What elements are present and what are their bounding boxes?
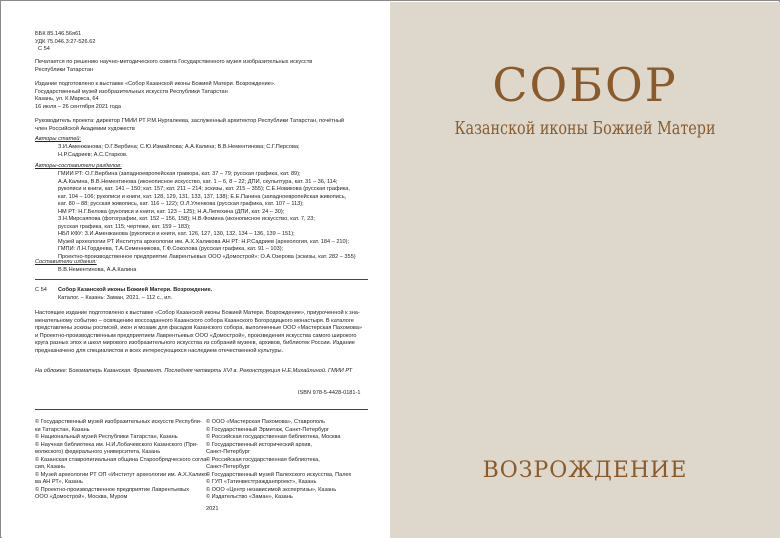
text-line: волжского) федерального университета, Казань — [35, 449, 161, 455]
abstract — [35, 310, 362, 355]
text-line: Издание подготовлено к выставке «Собор Казанской иконы Божией Матери. Возрождение». — [35, 81, 276, 87]
text-line: А.А.Калина, В.В.Нементинова (иконописное искусство, кат. 1 – 6, 8 – 22; ДПИ, скульптура, кат. 31 – 36, 114; — [58, 178, 338, 185]
text-line: рукописи и книги, кат. 141 – 150; кат. 157; кат. 211 – 214; эскизы, кат. 215 – 355); С.Е.Новикова (русская графика, — [58, 186, 350, 192]
cover-bottom-title: ВОЗРОЖДЕНИЕ — [482, 458, 688, 483]
text-line: член Российской Академии художеств — [35, 125, 135, 132]
catalog-code: С 54 — [35, 287, 47, 293]
text-line: Казань, ул. К.Маркса, 64 — [35, 96, 99, 102]
editors-heading: Составители издания: — [35, 259, 97, 265]
text-line: Санкт-Петербург — [206, 449, 250, 455]
cover-subtitle: Казанской иконы Божией Матери — [454, 119, 716, 139]
text-line: Проектно-производственное предприятие Лаврентьевых ООО «Домострой»: О.А.Озерова (эскизы, кат. 282 – 355) — [58, 253, 356, 260]
text-line: З.И.Аменжанова; О.Г.Вербина; С.Ю.Измайлова; А.А.Калина; В.В.Нементинова; С.Г.Персова; — [58, 144, 300, 150]
text-line: З.Н.Мирсаяпова (фотографии, кат. 152 – 156, 158); Н.В.Фомина (иконописное искусство, кат. 7, 23; — [58, 216, 315, 222]
separator-line — [35, 409, 368, 410]
text-line: © ГУП «Татинвестгражданпроект», Казань — [206, 479, 317, 485]
text-line: менательному событию – освящению воссозданного Казанского собора Казанского Богородицкого монастыря. В каталоге — [35, 317, 354, 324]
text-line: Настоящее издание подготовлено к выставке «Собор Казанской иконы Божией Матери. Возрождение», приуроченной к зна- — [35, 310, 360, 316]
compilers-heading: Авторы-составители разделов: — [35, 163, 122, 169]
text-line: © Государственный исторический архив, — [206, 441, 313, 448]
cover-title: СОБОР — [492, 58, 678, 112]
separator-line — [35, 279, 368, 280]
copyright-right-column — [206, 419, 351, 502]
text-line: © ООО «Центр независимой экспертизы», Казань — [206, 486, 337, 493]
text-line: © Российская государственная библиотека, — [206, 456, 320, 463]
text-line: © Национальный музей Республики Татарстан, Казань — [35, 434, 178, 440]
text-line: ГМПИ: Л.Н.Гордеева, Т.А.Семенникова, Г.Ф.Соколова (русская графика, кат. 91 – 103); — [58, 246, 284, 252]
text-line: © Музей археологии РТ ОП «Институт археологии им. А.Х.Халико- — [35, 471, 210, 478]
text-line: НМ РТ: Н.Г.Белова (рукописи и книги, кат. 123 – 125); Н.А.Лепехина (ДПИ, кат. 24 – 30); — [58, 208, 285, 215]
text-line: © Научная библиотека им. Н.И.Лобачевского Казанского (При- — [35, 441, 198, 448]
text-line: 16 июля – 26 сентября 2021 года — [35, 103, 121, 110]
text-line: Государственный музей изобразительных искусств Республики Татарстан — [35, 88, 228, 95]
text-line: © ООО «Мастерская Пахомова», Ставрополь — [206, 419, 326, 425]
text-line: © Государственный Эрмитаж, Санкт-Петербург — [206, 426, 330, 433]
text-line: © Проектно-производственное предприятие Лаврентьевых — [35, 486, 190, 493]
text-line: ки Татарстан, Казань — [35, 426, 90, 433]
catalog-title: Собор Казанской иконы Божией Матери. Возрождение. — [58, 287, 213, 293]
copyright-left-column — [35, 419, 209, 502]
imprint-page — [2, 2, 390, 538]
cover-page — [390, 2, 780, 538]
project-leader — [35, 118, 344, 133]
isbn: ISBN 978-5-4428-0181-1 — [298, 390, 361, 396]
text-line: Руководитель проекта: директор ГМИИ РТ Р.М.Нургалеева, заслуженный архитектор Республики Татарстан, почётный — [35, 118, 345, 124]
text-line: Музей археологии РТ Института археологии им. А.Х.Халикова АН РТ: Н.Р.Садриев (археология, кат. 184 – 210); — [58, 238, 350, 245]
udk-code: УДК 75.046.3:27-526.62 — [35, 38, 96, 45]
text-line: ООО «Домострой», Москва, Муром — [35, 494, 128, 500]
text-line: © Издательство «Заман», Казань — [206, 494, 293, 500]
editors-list: В.В.Нементинова, А.А.Калина — [58, 267, 137, 273]
text-line: Н.Р.Садриев; А.С.Старков. — [58, 151, 128, 158]
text-line: предназначено для специалистов и всех интересующихся наследием отечественной культуры. — [35, 347, 284, 354]
text-line: © Казанская ставропигиальная община Старообрядческого согла- — [35, 456, 209, 463]
catalog-index: С 54 — [38, 46, 50, 52]
text-line: Республики Татарстан — [35, 66, 94, 73]
text-line: кат. 80 – 88; русская живопись, кат. 116 – 122); О.Л.Уленкова (русская графика, кат. 107 – 113); — [58, 201, 304, 207]
text-line: кат. 104 – 106; рукописи и книги, кат. 128, 129, 131, 133, 137, 138); Е.Е.Панина (западноевропейская живопись, — [58, 193, 347, 200]
text-line: НБЛ КФУ: З.И.Аменжанова (рукописи и книги, кат. 126, 127, 130, 132, 134 – 136, 139 – 151); — [58, 231, 295, 237]
text-line: © Государственный музей Палехского искусства, Палех — [206, 471, 352, 478]
text-line: представлены эскизы росписей, икон и мозаик для фасадов Казанского собора, выполненные ООО «Мастерская Пахомова» — [35, 325, 362, 331]
authors-list — [58, 144, 300, 159]
authors-heading: Авторы статей: — [35, 136, 82, 142]
text-line: ГМИИ РТ: О.Г.Вербина (западноевропейская гравюра, кат. 37 – 79; русская графика, кат. 89); — [58, 171, 301, 177]
text-line: ва АН РТ», Казань — [35, 479, 83, 485]
bbk-code: ББК 85.146.56я61 — [35, 31, 82, 37]
text-line: круга разных эпох и школ мирового изобразительного искусства из собраний музеев, архивов, библиотек России. Издание — [35, 340, 355, 346]
text-line: русская графика, кат. 115; чертежи, кат. 159 – 183); — [58, 223, 191, 230]
text-line: и Проектно-производственным предприятием Лаврентьевых ООО «Домострой», произведения искусства самого широкого — [35, 332, 357, 339]
catalog-info: Каталог. – Казань: Заман, 2021. – 112 с., ил. — [58, 295, 173, 301]
text-line: © Российская государственная библиотека, Москва — [206, 434, 341, 440]
prepared-block — [35, 81, 276, 111]
text-line: Печатается по решению научно-методического совета Государственного музея изобразительных искусств — [35, 59, 313, 65]
cover-note: На обложке: Богоматерь Казанская. Фрагмент. Последняя четверть XVI в. Реконструкция Н.Е.Михайлиной. ГМИИ РТ — [35, 368, 353, 374]
publication-year: 2021 — [206, 506, 219, 512]
text-line: сия, Казань — [35, 464, 66, 470]
text-line: © Государственный музей изобразительных искусств Республи- — [35, 419, 202, 425]
text-line: Санкт-Петербург — [206, 464, 250, 470]
compilers-list — [58, 171, 356, 261]
printed-by-block — [35, 59, 312, 74]
